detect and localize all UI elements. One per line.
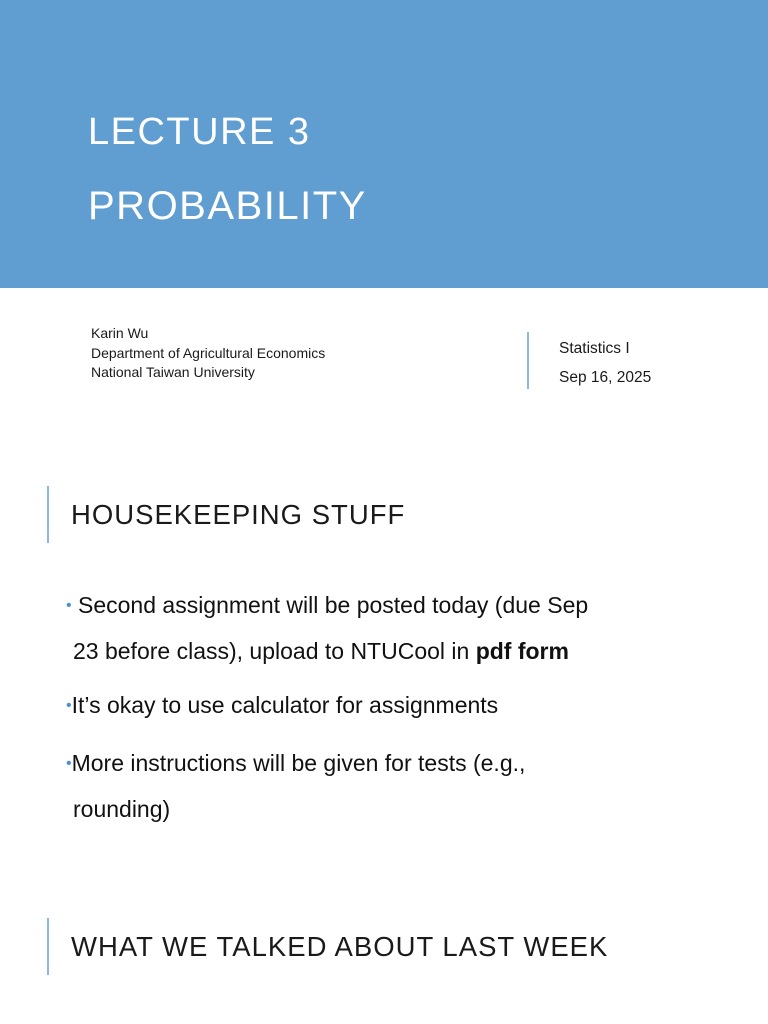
lecture-date: Sep 16, 2025 xyxy=(559,369,652,386)
lecture-number-title: LECTURE 3 xyxy=(88,111,311,153)
section-accent-bar xyxy=(47,918,49,975)
bullet-text: Second assignment will be posted today (due Sep xyxy=(78,592,589,618)
course-info xyxy=(559,334,651,392)
meta-divider xyxy=(527,332,529,389)
bullet-item-assignment xyxy=(66,584,706,672)
bullet-text-continued: 23 before class), upload to NTUCool in xyxy=(73,638,470,664)
bullet-text: More instructions will be given for tests (e.g., xyxy=(71,750,526,776)
author-block xyxy=(91,324,325,383)
bullet-text-continued: rounding) xyxy=(73,796,171,822)
bullet-text: It’s okay to use calculator for assignments xyxy=(71,692,499,718)
lecture-topic-title: PROBABILITY xyxy=(88,184,367,228)
bullet-dot-icon: • xyxy=(66,697,72,714)
section-accent-bar xyxy=(47,486,49,543)
bullet-item-tests xyxy=(66,742,706,830)
author-university: National Taiwan University xyxy=(91,364,255,380)
title-banner xyxy=(0,0,768,288)
last-week-heading: WHAT WE TALKED ABOUT LAST WEEK xyxy=(71,931,609,962)
housekeeping-bullet-list xyxy=(66,584,706,842)
bullet-dot-icon: • xyxy=(66,755,72,772)
author-name: Karin Wu xyxy=(91,325,149,341)
bullet-item-calculator xyxy=(66,684,706,730)
bullet-emphasis: pdf form xyxy=(475,638,569,664)
author-department: Department of Agricultural Economics xyxy=(91,344,326,361)
bullet-dot-icon: • xyxy=(66,597,72,614)
housekeeping-heading: HOUSEKEEPING STUFF xyxy=(71,499,406,530)
course-name: Statistics I xyxy=(559,340,630,357)
